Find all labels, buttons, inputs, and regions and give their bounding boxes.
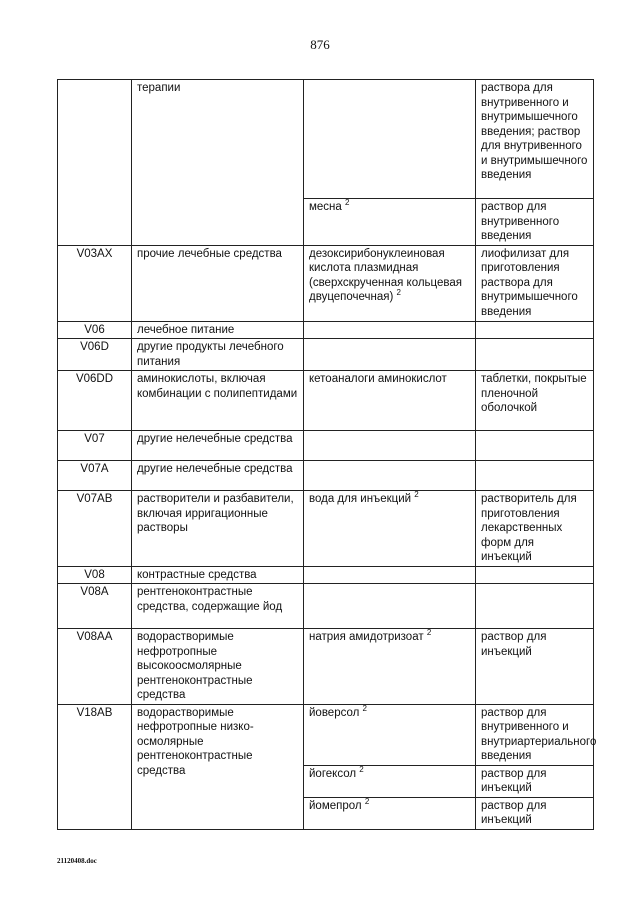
form-cell: таблетки, покрытые пленочной оболочкой bbox=[476, 371, 594, 431]
atc-code-cell bbox=[58, 80, 132, 246]
drug-cell: йоверсол $^2$ bbox=[304, 704, 476, 765]
form-cell: раствор для инъекций bbox=[476, 797, 594, 829]
table-row bbox=[58, 629, 594, 705]
group-cell: другие нелечебные средства bbox=[132, 461, 304, 491]
table-row bbox=[58, 461, 594, 491]
form-cell: раствора для внутривенного и внутримышечного введения; раствор для внутривенного и внутримышечного введения bbox=[476, 80, 594, 199]
table-row bbox=[58, 371, 594, 431]
table-row bbox=[58, 491, 594, 567]
drug-cell: йогексол $^2$ bbox=[304, 765, 476, 797]
group-cell: прочие лечебные средства bbox=[132, 245, 304, 321]
atc-code-cell: V08 bbox=[58, 566, 132, 584]
drug-cell bbox=[304, 584, 476, 629]
form-cell: раствор для инъекций bbox=[476, 629, 594, 705]
table-row bbox=[58, 245, 594, 321]
atc-code-cell: V07 bbox=[58, 431, 132, 461]
group-cell: растворители и разбавители, включая ирригационные растворы bbox=[132, 491, 304, 567]
group-cell: другие продукты лечебного питания bbox=[132, 339, 304, 371]
atc-code-cell: V06 bbox=[58, 321, 132, 339]
drug-cell bbox=[304, 431, 476, 461]
drug-cell bbox=[304, 321, 476, 339]
atc-code-cell: V08AA bbox=[58, 629, 132, 705]
form-cell bbox=[476, 584, 594, 629]
drug-cell: натрия амидотризоат $^2$ bbox=[304, 629, 476, 705]
drug-table bbox=[57, 79, 597, 830]
drug-cell: вода для инъекций $^2$ bbox=[304, 491, 476, 567]
form-cell bbox=[476, 566, 594, 584]
drug-cell: кетоаналоги аминокислот bbox=[304, 371, 476, 431]
atc-code-cell: V06DD bbox=[58, 371, 132, 431]
table-row bbox=[58, 584, 594, 629]
drug-cell bbox=[304, 566, 476, 584]
form-cell: раствор для инъекций bbox=[476, 765, 594, 797]
form-cell bbox=[476, 339, 594, 371]
group-cell: другие нелечебные средства bbox=[132, 431, 304, 461]
form-cell: растворитель для приготовления лекарственных форм для инъекций bbox=[476, 491, 594, 567]
table-row bbox=[58, 80, 594, 199]
table-row bbox=[58, 321, 594, 339]
group-cell: рентгеноконтрастные средства, содержащие йод bbox=[132, 584, 304, 629]
form-cell: лиофилизат для приготовления раствора для внутримышечного введения bbox=[476, 245, 594, 321]
atc-code-cell: V07AB bbox=[58, 491, 132, 567]
group-cell: терапии bbox=[132, 80, 304, 246]
form-cell: раствор для внутривенного и внутриартериального введения bbox=[476, 704, 594, 765]
form-cell bbox=[476, 321, 594, 339]
drug-cell bbox=[304, 461, 476, 491]
table-row bbox=[58, 566, 594, 584]
drug-cell bbox=[304, 80, 476, 199]
atc-code-cell: V03AX bbox=[58, 245, 132, 321]
group-cell: контрастные средства bbox=[132, 566, 304, 584]
group-cell: водорастворимые нефротропные высокоосмолярные рентгеноконтрастные средства bbox=[132, 629, 304, 705]
drug-cell: дезоксирибонуклеиновая кислота плазмидная (сверхскрученная кольцевая двуцепочечная) $^2$ bbox=[304, 245, 476, 321]
atc-code-cell: V07A bbox=[58, 461, 132, 491]
group-cell: лечебное питание bbox=[132, 321, 304, 339]
atc-code-cell: V06D bbox=[58, 339, 132, 371]
drug-cell: йомепрол $^2$ bbox=[304, 797, 476, 829]
atc-code-cell: V08A bbox=[58, 584, 132, 629]
form-cell bbox=[476, 461, 594, 491]
table-row bbox=[58, 704, 594, 765]
drug-cell bbox=[304, 339, 476, 371]
table-row bbox=[58, 339, 594, 371]
form-cell bbox=[476, 431, 594, 461]
atc-code-cell: V18AB bbox=[58, 704, 132, 829]
page-number: 876 bbox=[310, 37, 330, 52]
document-filename: 21120408.doc bbox=[57, 857, 97, 865]
drug-cell: месна $^2$ bbox=[304, 199, 476, 246]
form-cell: раствор для внутривенного введения bbox=[476, 199, 594, 246]
group-cell: водорастворимые нефротропные низко-осмолярные рентгеноконтрастные средства bbox=[132, 704, 304, 829]
group-cell: аминокислоты, включая комбинации с полипептидами bbox=[132, 371, 304, 431]
table-row bbox=[58, 431, 594, 461]
